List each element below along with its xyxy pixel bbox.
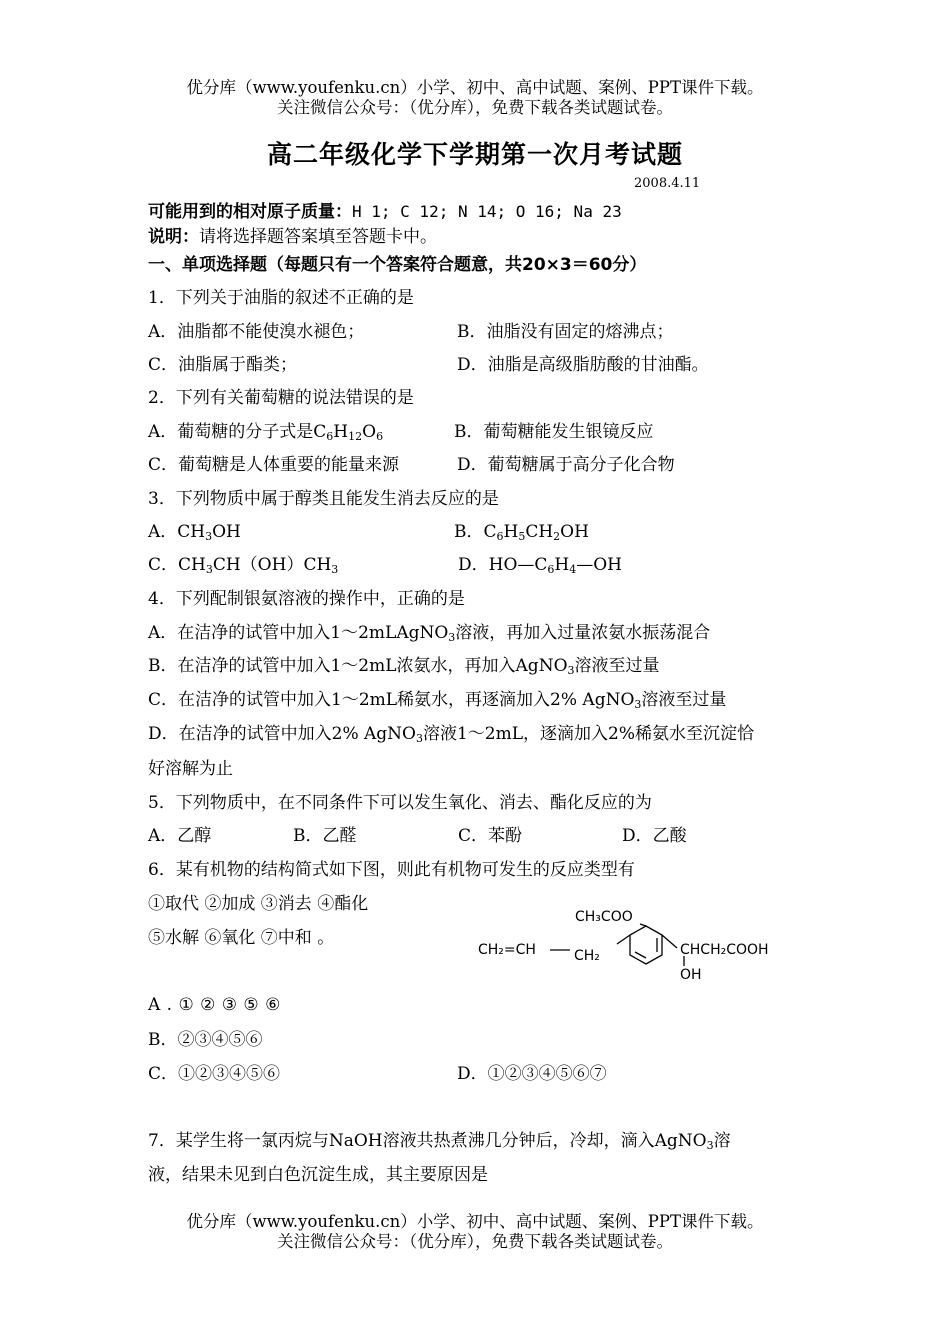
- header-line-2: 关注微信公众号：（优分库），免费下载各类试题试卷。: [277, 98, 673, 117]
- q4-option-a: A．在洁净的试管中加入1～2mLAgNO$_3$溶液，再加入过量浓氨水振荡混合: [148, 623, 711, 644]
- q1-option-b: B．油脂没有固定的熔沸点；: [457, 322, 674, 342]
- q1-stem: 1．下列关于油脂的叙述不正确的是: [148, 288, 414, 308]
- q6-option-d: D．①②③④⑤⑥⑦: [457, 1064, 607, 1084]
- q2-stem: 2．下列有关葡萄糖的说法错误的是: [148, 388, 414, 408]
- q5-option-a: A．乙醇: [148, 826, 212, 846]
- label-ch2: CH₂: [574, 948, 600, 964]
- atomic-mass-value: H 1; C 12; N 14; O 16; Na 23: [352, 202, 622, 221]
- q4-option-b: B．在洁净的试管中加入1～2mL浓氨水，再加入AgNO$_3$溶液至过量: [148, 656, 660, 677]
- section-heading: 一、单项选择题（每题只有一个答案符合题意，共20×3＝60分）: [148, 255, 647, 275]
- q2-option-a: A．葡萄糖的分子式是$C_6H_{12}O_6$: [148, 422, 384, 443]
- q1-option-d: D．油脂是高级脂肪酸的甘油酯。: [457, 355, 709, 375]
- label-ch3coo: CH₃COO: [575, 909, 633, 925]
- bond-to-ch2: [617, 935, 630, 944]
- q3-option-a: A．$CH_3OH$: [148, 522, 241, 543]
- q4-option-c: C．在洁净的试管中加入1～2mL稀氨水，再逐滴加入2% AgNO$_3$溶液至过量: [148, 690, 727, 711]
- q5-option-d: D．乙酸: [622, 826, 687, 846]
- q6-stem: 6．某有机物的结构简式如下图，则此有机物可发生的反应类型有: [148, 860, 635, 880]
- q4-option-d: D．在洁净的试管中加入2% AgNO$_3$溶液1～2mL，逐滴加入2%稀氨水至沉淀恰: [148, 724, 754, 745]
- q3-option-b: B．$C_6H_5CH_2OH$: [454, 522, 589, 543]
- page-title: 高二年级化学下学期第一次月考试题: [266, 140, 683, 169]
- label-vinyl: CH₂=CH: [478, 942, 536, 958]
- q5-option-b: B．乙醛: [293, 826, 357, 846]
- header-line-1: 优分库（www.youfenku.cn）小学、初中、高中试题、案例、PPT课件下载。: [186, 78, 764, 97]
- q3-option-c: C．$CH_3CH(OH)CH_3$: [148, 555, 339, 576]
- q6-option-a: A . ① ② ③ ⑤ ⑥: [148, 995, 281, 1015]
- q3-option-d: D．$HO—C_6H_4—OH$: [458, 555, 622, 576]
- note-value: 请将选择题答案填至答题卡中。: [199, 227, 437, 247]
- bond-to-ester: [640, 924, 646, 926]
- footer-line-2: 关注微信公众号：（优分库），免费下载各类试题试卷。: [277, 1232, 673, 1251]
- atomic-mass-line: [148, 201, 622, 223]
- atomic-mass-label: 可能用到的相对原子质量：: [148, 202, 352, 222]
- note-line: [148, 226, 437, 248]
- q6-reaction-list-2: ⑤水解 ⑥氧化 ⑦中和 。: [148, 928, 335, 948]
- q1-option-a: A．油脂都不能使溴水褪色；: [148, 322, 365, 342]
- q2-option-c: C．葡萄糖是人体重要的能量来源: [148, 455, 400, 475]
- q4-stem: 4．下列配制银氨溶液的操作中，正确的是: [148, 589, 465, 609]
- footer-line-1: 优分库（www.youfenku.cn）小学、初中、高中试题、案例、PPT课件下载。: [186, 1212, 764, 1231]
- label-side-chain: CHCH₂COOH: [680, 942, 769, 958]
- q6-reaction-list-1: ①取代 ②加成 ③消去 ④酯化: [148, 894, 369, 914]
- q1-option-c: C．油脂属于酯类；: [148, 355, 298, 375]
- q4-option-d-cont: 好溶解为止: [148, 759, 233, 779]
- label-oh: OH: [680, 967, 702, 983]
- exam-date: 2008.4.11: [634, 176, 701, 191]
- q5-option-c: C．苯酚: [458, 826, 523, 846]
- q2-option-b: B．葡萄糖能发生银镜反应: [454, 422, 654, 442]
- q6-structure-diagram: [470, 900, 810, 990]
- bond-to-side-chain: [662, 935, 677, 948]
- q6-option-b: B．②③④⑤⑥: [148, 1030, 263, 1050]
- q2-option-d: D．葡萄糖属于高分子化合物: [457, 455, 675, 475]
- q3-stem: 3．下列物质中属于醇类且能发生消去反应的是: [148, 489, 499, 509]
- q7-stem-cont: 液，结果未见到白色沉淀生成，其主要原因是: [148, 1165, 488, 1185]
- note-label: 说明：: [148, 227, 199, 247]
- q7-stem: 7．某学生将一氯丙烷与NaOH溶液共热煮沸几分钟后，冷却，滴入AgNO$_3$溶: [148, 1131, 731, 1152]
- q6-option-c: C．①②③④⑤⑥: [148, 1064, 281, 1084]
- q5-stem: 5．下列物质中，在不同条件下可以发生氧化、消去、酯化反应的为: [148, 793, 652, 813]
